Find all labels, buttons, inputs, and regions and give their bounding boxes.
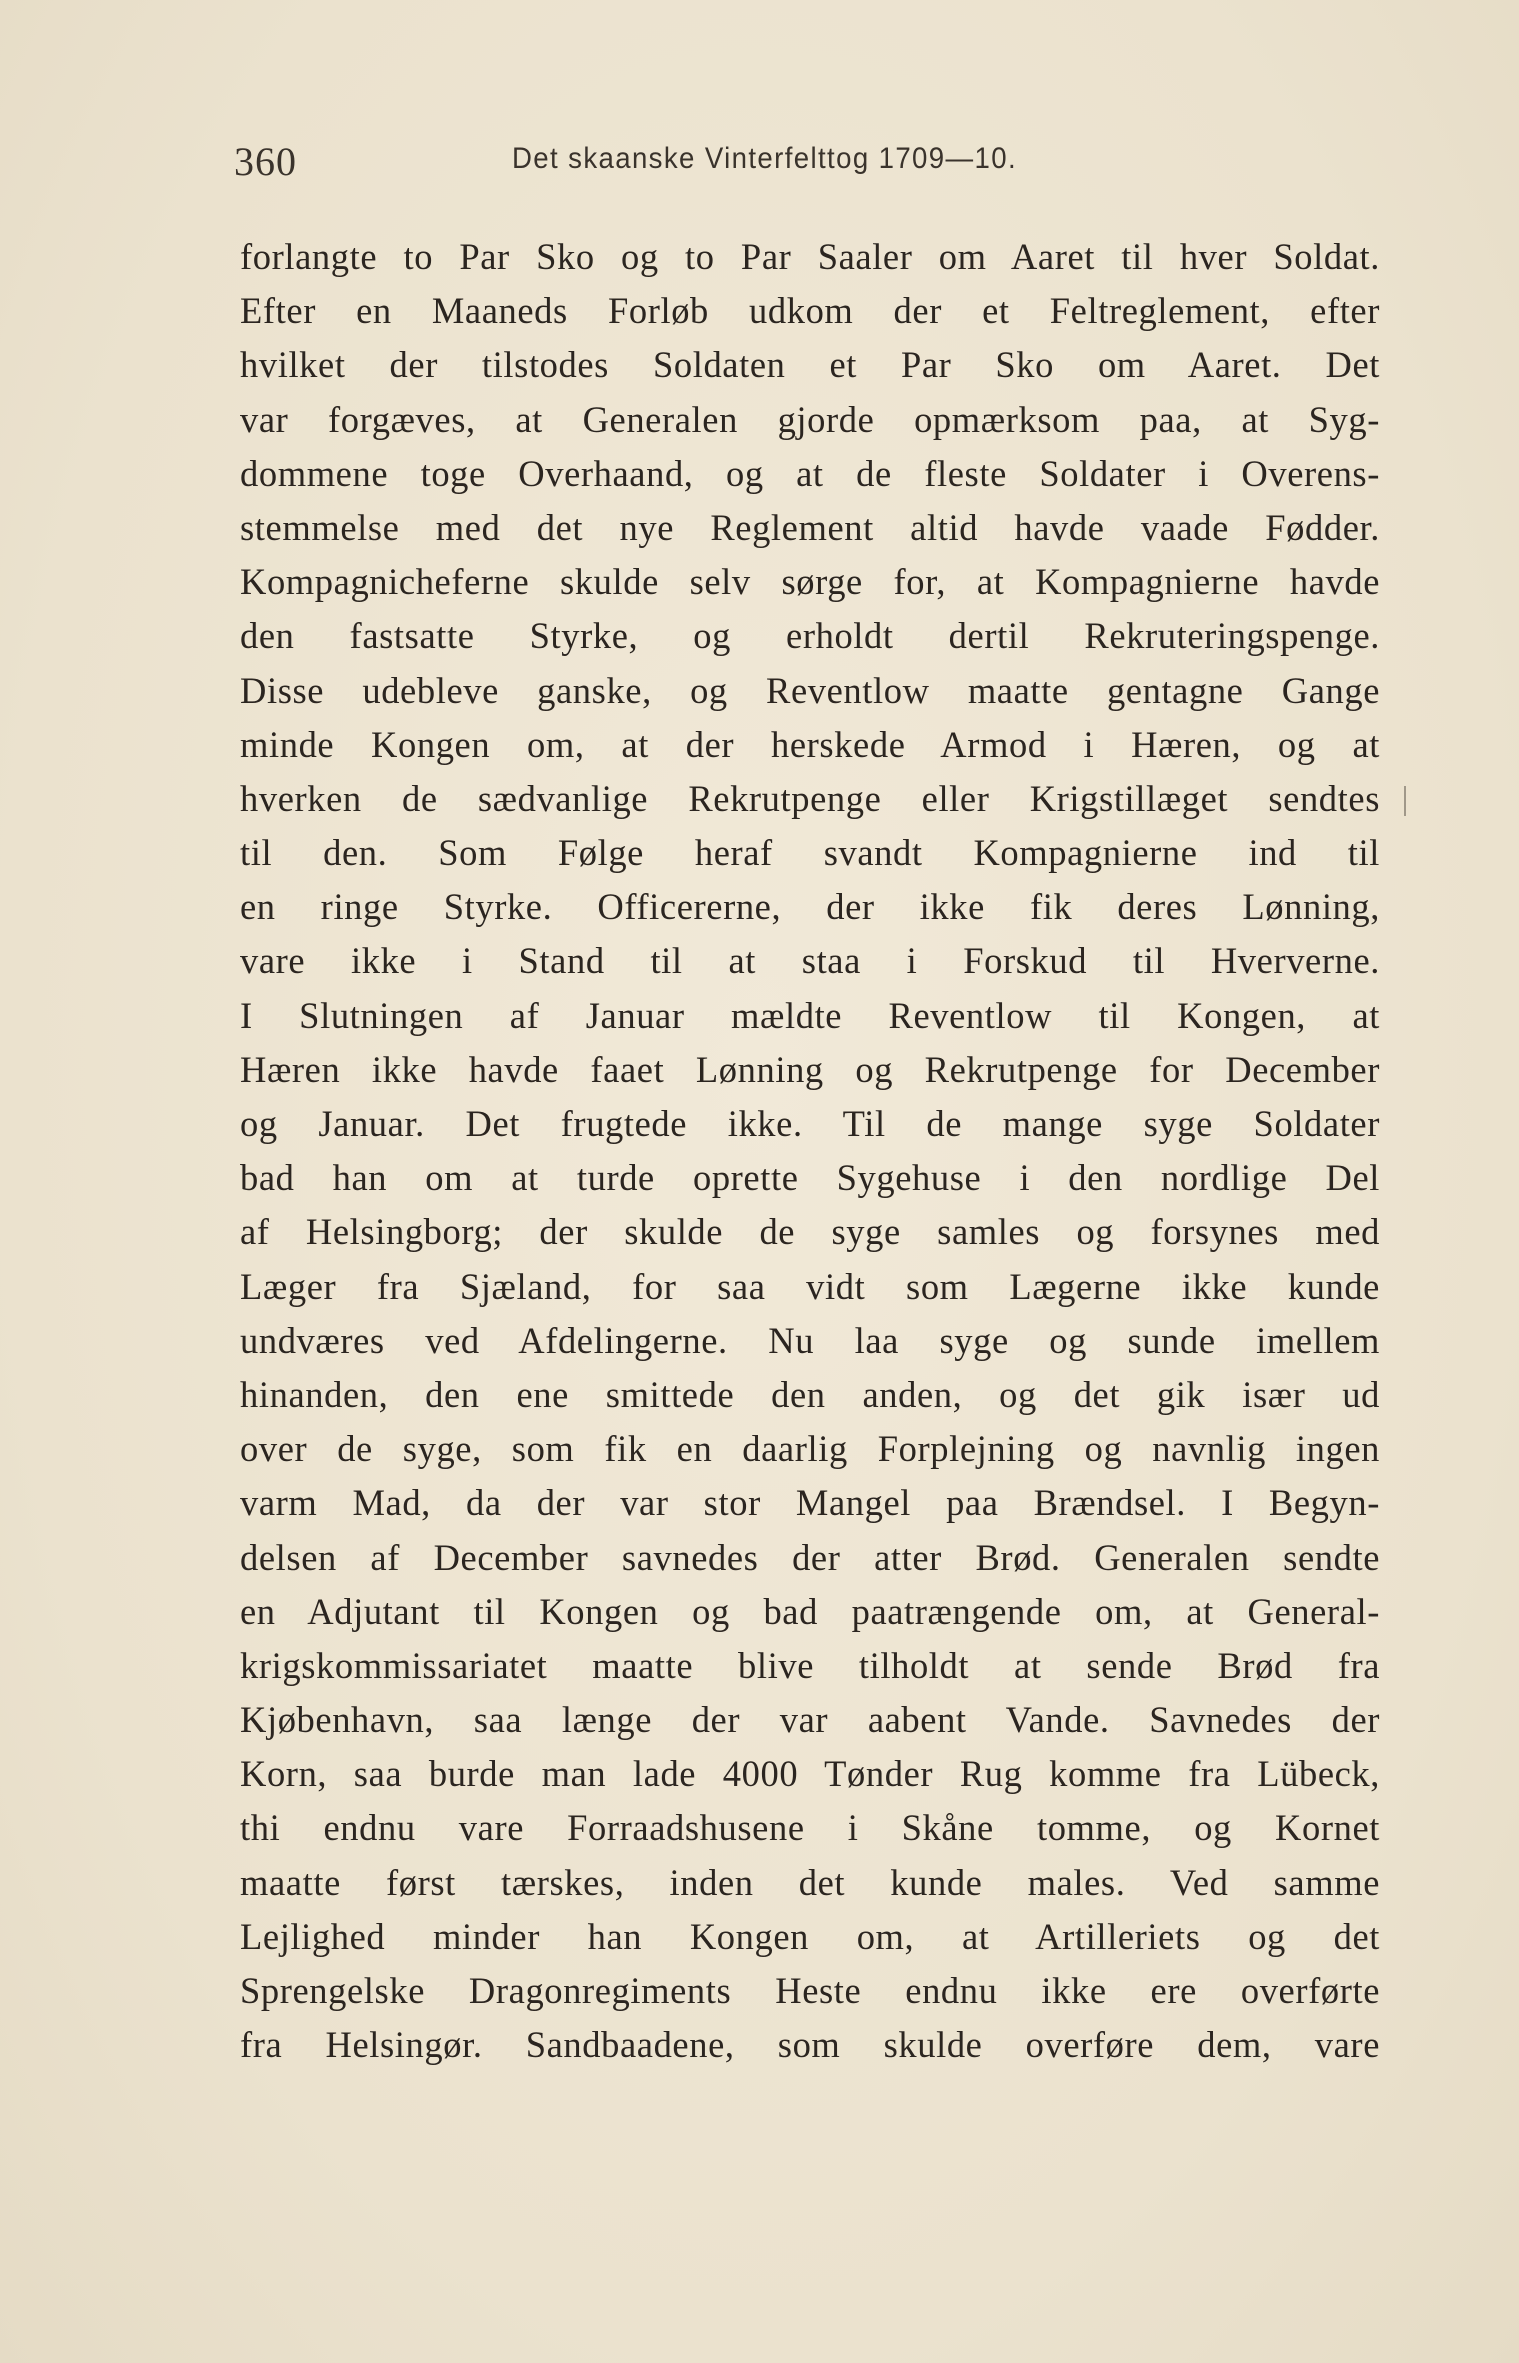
text-line: vare ikke i Stand til at staa i Forskud til Hververne. bbox=[240, 940, 1380, 982]
text-line: I Slutningen af Januar mældte Reventlow til Kongen, at bbox=[240, 994, 1380, 1036]
text-line: Efter en Maaneds Forløb udkom der et Feltreglement, efter bbox=[240, 290, 1380, 332]
text-line: hinanden, den ene smittede den anden, og det gik især ud bbox=[240, 1373, 1380, 1415]
text-line: Lejlighed minder han Kongen om, at Artilleriets og det bbox=[240, 1915, 1380, 1957]
text-line: Sprengelske Dragonregiments Heste endnu ikke ere overførte bbox=[240, 1970, 1380, 2011]
text-line: minde Kongen om, at der herskede Armod i Hæren, og at bbox=[240, 723, 1380, 765]
text-line: Hæren ikke havde faaet Lønning og Rekrutpenge for December bbox=[240, 1048, 1380, 1090]
text-line: undværes ved Afdelingerne. Nu laa syge og sunde imellem bbox=[240, 1319, 1380, 1361]
text-line: fra Helsingør. Sandbaadene, som skulde overføre dem, vare bbox=[240, 2024, 1380, 2066]
text-line: stemmelse med det nye Reglement altid havde vaade Fødder. bbox=[240, 506, 1380, 548]
margin-mark bbox=[1404, 786, 1406, 816]
text-line: og Januar. Det frugtede ikke. Til de mange syge Soldater bbox=[240, 1103, 1380, 1144]
running-title: Det skaanske Vinterfelttog 1709—10. bbox=[512, 142, 1018, 175]
text-line: var forgæves, at Generalen gjorde opmærksom paa, at Syg- bbox=[240, 398, 1380, 440]
text-line: Korn, saa burde man lade 4000 Tønder Rug komme fra Lübeck, bbox=[240, 1753, 1380, 1795]
text-line: dommene toge Overhaand, og at de fleste Soldater i Overens- bbox=[240, 452, 1380, 494]
text-line: hvilket der tilstodes Soldaten et Par Sko om Aaret. Det bbox=[240, 344, 1380, 386]
text-line: bad han om at turde oprette Sygehuse i den nordlige Del bbox=[240, 1157, 1380, 1199]
text-line: til den. Som Følge heraf svandt Kompagnierne ind til bbox=[240, 832, 1380, 874]
body-text bbox=[240, 230, 1380, 2072]
text-line: over de syge, som fik en daarlig Forplejning og navnlig ingen bbox=[240, 1428, 1380, 1470]
page-number: 360 bbox=[234, 139, 297, 184]
text-line: af Helsingborg; der skulde de syge samles og forsynes med bbox=[240, 1211, 1380, 1253]
text-line: hverken de sædvanlige Rekrutpenge eller Krigstillæget sendtes bbox=[240, 777, 1380, 819]
text-line: Kjøbenhavn, saa længe der var aabent Vande. Savnedes der bbox=[240, 1699, 1380, 1741]
text-line: thi endnu vare Forraadshusene i Skåne tomme, og Kornet bbox=[240, 1807, 1380, 1849]
text-line: den fastsatte Styrke, og erholdt dertil Rekruteringspenge. bbox=[240, 615, 1380, 657]
text-line: varm Mad, da der var stor Mangel paa Brændsel. I Begyn- bbox=[240, 1482, 1380, 1524]
running-head bbox=[234, 138, 1174, 188]
text-line: forlangte to Par Sko og to Par Saaler om Aaret til hver Soldat. bbox=[240, 236, 1380, 277]
text-line: delsen af December savnedes der atter Brød. Generalen sendte bbox=[240, 1536, 1380, 1578]
text-line: krigskommissariatet maatte blive tilholdt at sende Brød fra bbox=[240, 1644, 1380, 1686]
text-line: en Adjutant til Kongen og bad paatrængende om, at General- bbox=[240, 1590, 1380, 1632]
text-line: maatte først tærskes, inden det kunde males. Ved samme bbox=[240, 1861, 1380, 1903]
text-line: en ringe Styrke. Officererne, der ikke fik deres Lønning, bbox=[240, 886, 1380, 928]
text-line: Disse udebleve ganske, og Reventlow maatte gentagne Gange bbox=[240, 669, 1380, 711]
text-line: Kompagnicheferne skulde selv sørge for, at Kompagnierne havde bbox=[240, 561, 1380, 603]
text-line: Læger fra Sjæland, for saa vidt som Lægerne ikke kunde bbox=[240, 1265, 1380, 1307]
